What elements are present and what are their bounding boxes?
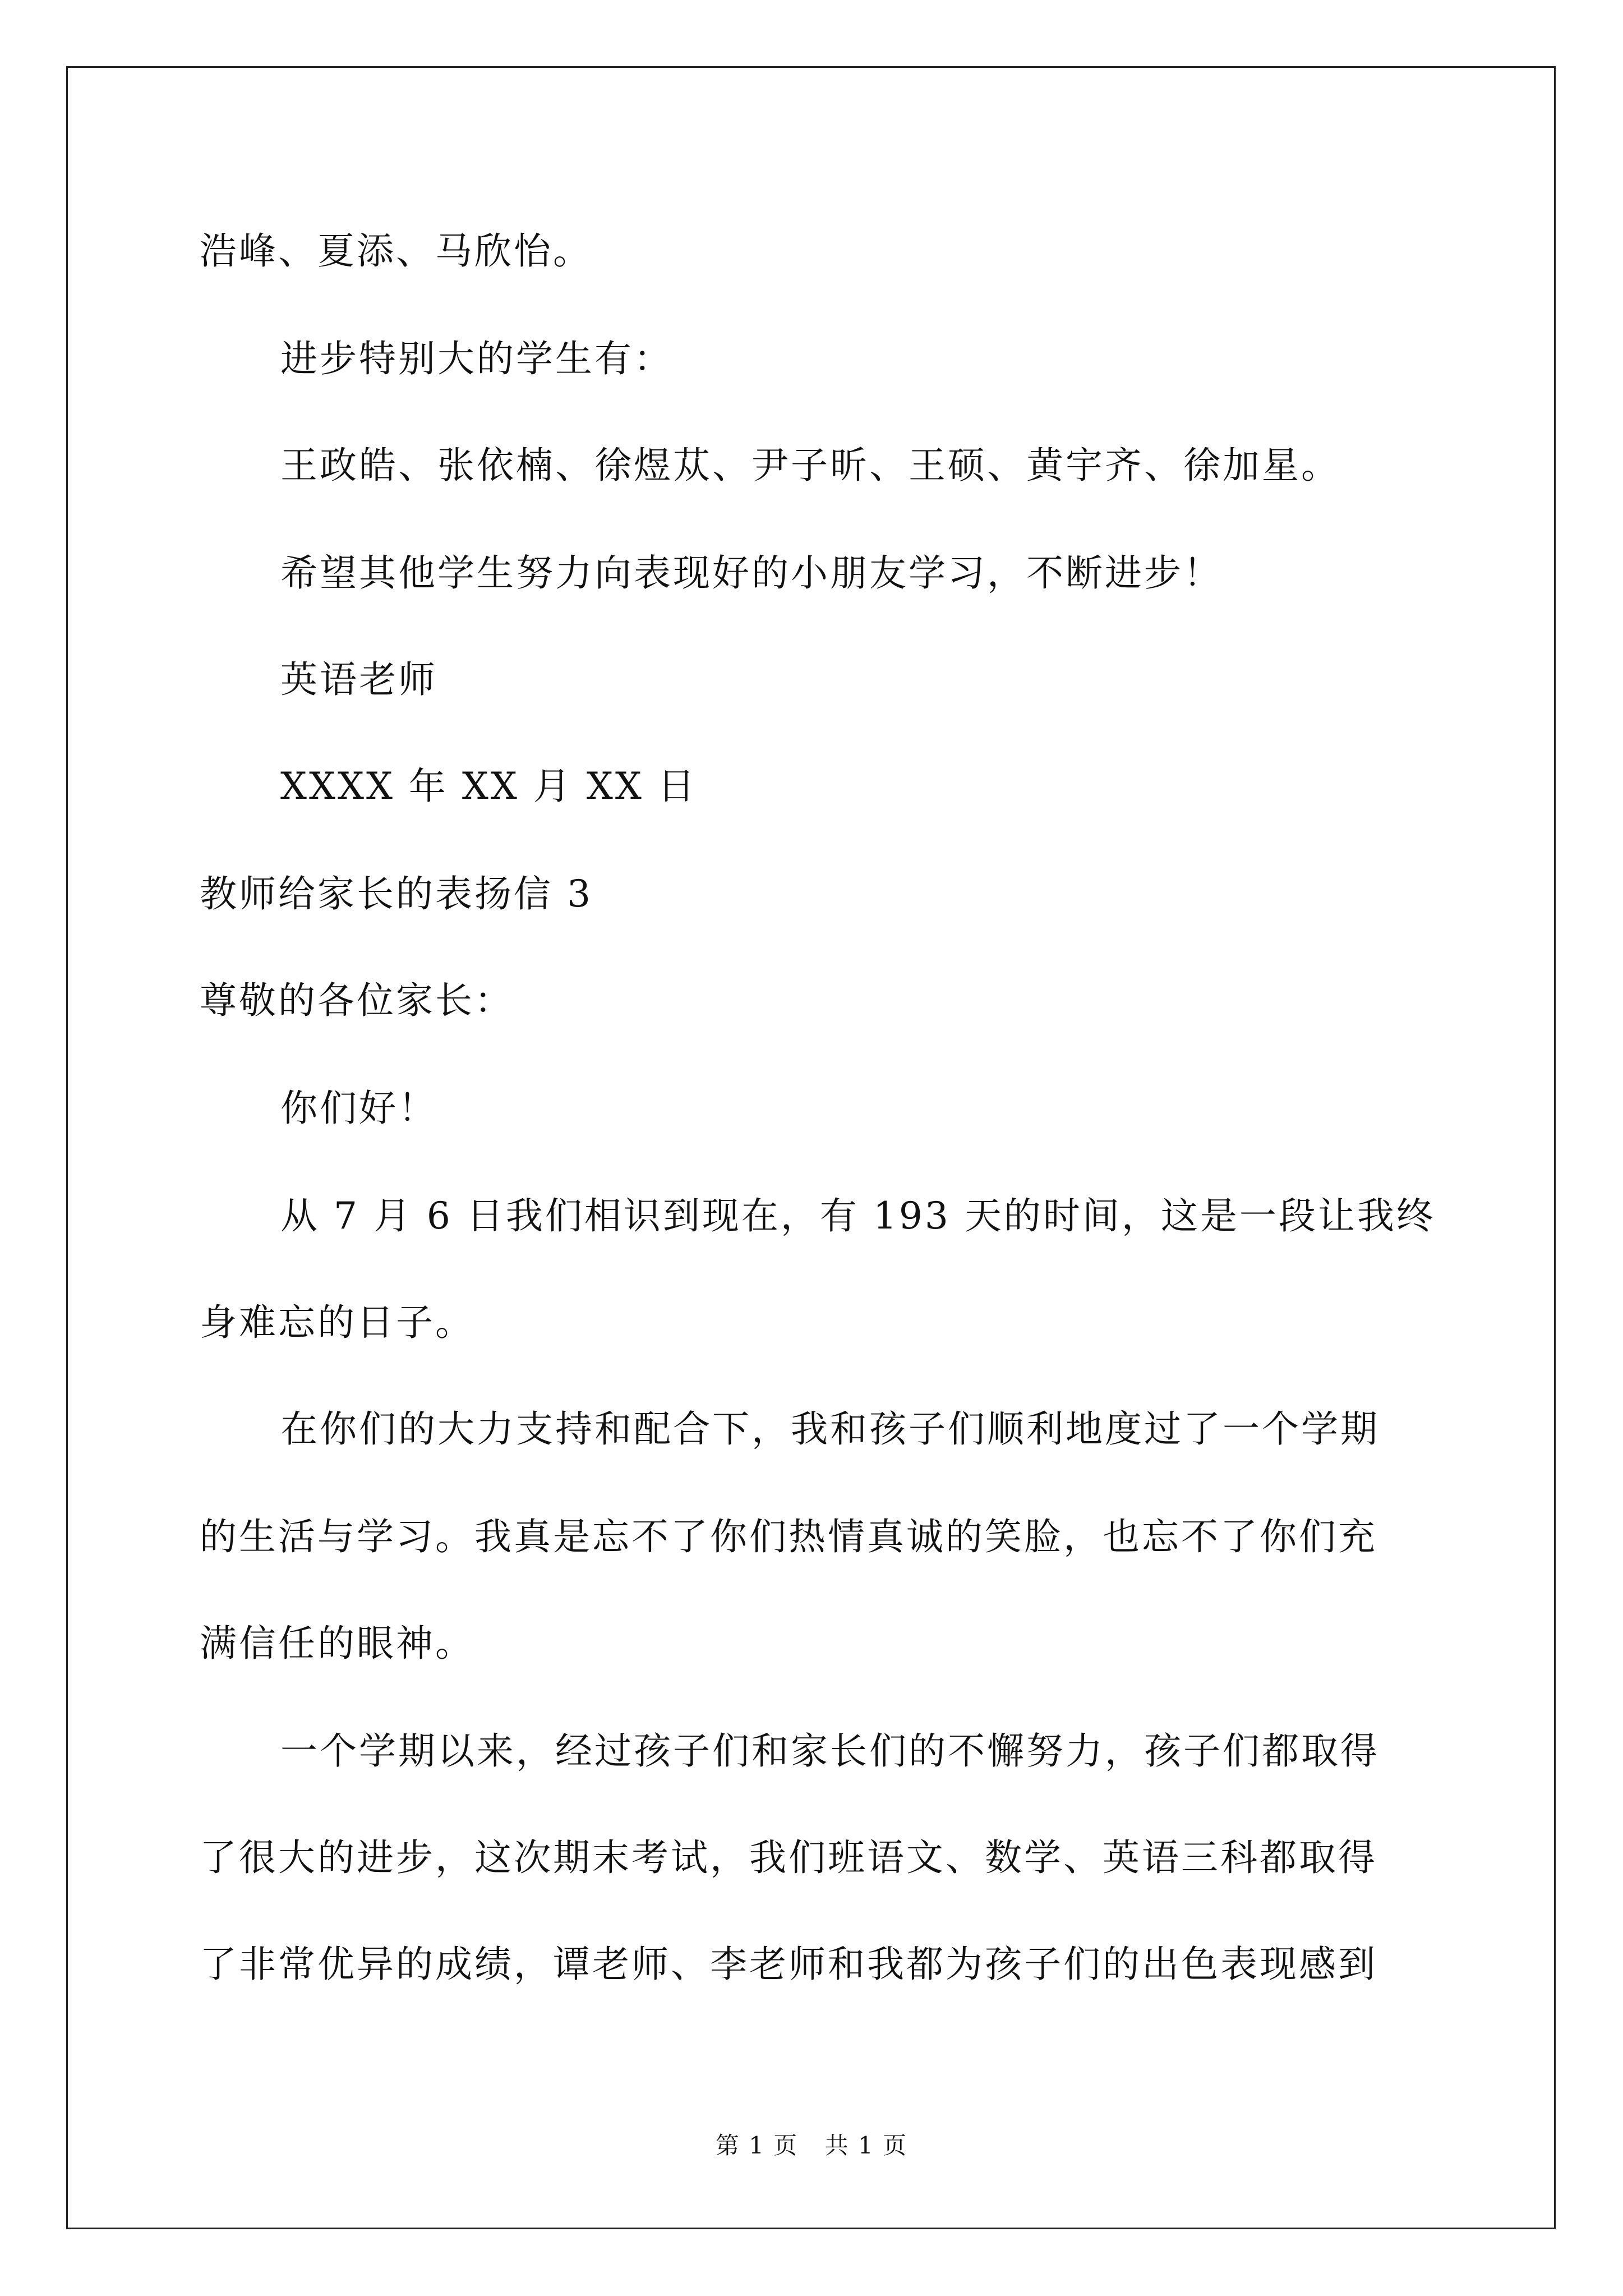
body-line: 王政皓、张依楠、徐煜苁、尹子昕、王硕、黄宇齐、徐加星。 — [280, 444, 1340, 487]
body-line: 进步特别大的学生有： — [280, 337, 673, 380]
page-number-current: 第 1 页 — [715, 2132, 799, 2159]
body-line: 了很大的进步，这次期末考试，我们班语文、数学、英语三科都取得 — [200, 1836, 1377, 1879]
body-line: 希望其他学生努力向表现好的小朋友学习，不断进步！ — [280, 551, 1223, 595]
body-line: 了非常优异的成绩，谭老师、李老师和我都为孩子们的出色表现感到 — [200, 1943, 1377, 1986]
body-line: 的生活与学习。我真是忘不了你们热情真诚的笑脸，也忘不了你们充 — [200, 1515, 1377, 1558]
letter-heading: 教师给家长的表扬信 3 — [200, 872, 593, 915]
signature-line: 英语老师 — [280, 658, 437, 701]
salutation: 尊敬的各位家长： — [200, 979, 514, 1022]
page-frame — [66, 66, 1556, 2229]
body-line: 从 7 月 6 日我们相识到现在，有 193 天的时间，这是一段让我终 — [280, 1194, 1436, 1237]
body-line: 在你们的大力支持和配合下，我和孩子们顺利地度过了一个学期 — [280, 1407, 1380, 1451]
body-line: 浩峰、夏添、马欣怡。 — [200, 229, 592, 273]
greeting: 你们好！ — [280, 1087, 437, 1130]
body-line: 身难忘的日子。 — [200, 1301, 474, 1344]
page-number-total: 共 1 页 — [824, 2132, 908, 2159]
page-footer — [0, 2132, 1623, 2160]
body-line: 满信任的眼神。 — [200, 1622, 474, 1665]
body-line: 一个学期以来，经过孩子们和家长们的不懈努力，孩子们都取得 — [280, 1729, 1380, 1773]
date-line: XXXX 年 XX 月 XX 日 — [280, 765, 697, 808]
